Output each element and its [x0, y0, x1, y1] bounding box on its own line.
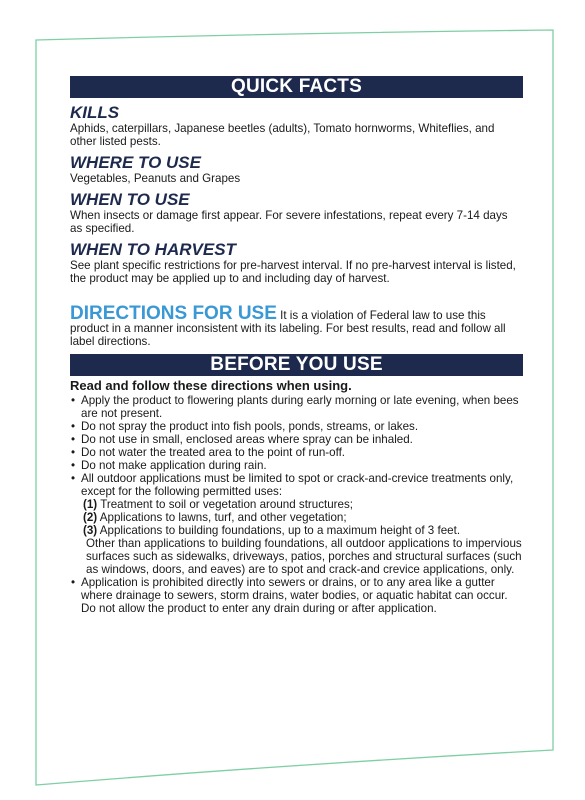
list-item: • Do not water the treated area to the point of run-off. — [70, 446, 523, 459]
list-item: • Do not spray the product into fish pools, ponds, streams, or lakes. — [70, 420, 523, 433]
harvest-text: See plant specific restrictions for pre-harvest interval. If no pre-harvest interval is listed, the product may be applied up to and including day of harvest. — [70, 259, 516, 285]
kills-heading: KILLS — [70, 103, 120, 122]
where-section — [70, 154, 523, 185]
use-text: Applications to building foundations, up to a maximum height of 3 feet. — [99, 524, 461, 537]
directions-paragraph — [70, 303, 523, 348]
label-content — [70, 76, 523, 615]
before-you-use-banner: BEFORE YOU USE — [70, 354, 523, 376]
before-intro: Read and follow these directions when using. — [70, 378, 352, 393]
list-item: • Application is prohibited directly into sewers or drains, or to any area like a gutter where drainage to sewers, storm drains, water bodies, or aquatic habitat can occur. Do not allow the product to enter any drain during or after application. — [70, 576, 523, 615]
use-text: Applications to lawns, turf, and other vegetation; — [99, 511, 347, 524]
use-number: (2) — [83, 511, 98, 524]
harvest-section — [70, 241, 523, 285]
permitted-use — [81, 511, 523, 524]
use-text: Treatment to soil or vegetation around structures; — [100, 498, 354, 511]
when-heading: WHEN TO USE — [70, 190, 190, 209]
kills-section — [70, 104, 523, 148]
list-item: • Do not make application during rain. — [70, 459, 523, 472]
kills-text: Aphids, caterpillars, Japanese beetles (adults), Tomato hornworms, Whiteflies, and other listed pests. — [70, 122, 495, 148]
when-text: When insects or damage first appear. For severe infestations, repeat every 7-14 days as specified. — [70, 209, 508, 235]
uses-after-text: Other than applications to building foundations, all outdoor applications to impervious surfaces such as sidewalks, driveways, patios, porches and structural surfaces (such as windows, doors, and eaves) are to spot and crack-and crevice applications, only. — [86, 537, 522, 576]
list-item: • Apply the product to flowering plants during early morning or late evening, when bees are not present. — [70, 394, 523, 420]
list-item-text: All outdoor applications must be limited to spot or crack-and-crevice treatments only, except for the following permitted uses: — [81, 472, 514, 498]
where-heading: WHERE TO USE — [70, 153, 201, 172]
use-number: (1) — [83, 498, 98, 511]
where-text: Vegetables, Peanuts and Grapes — [70, 172, 241, 185]
permitted-use — [81, 498, 523, 511]
directions-heading: DIRECTIONS FOR USE — [70, 303, 277, 324]
list-item — [70, 472, 523, 576]
list-item: • Do not use in small, enclosed areas where spray can be inhaled. — [70, 433, 523, 446]
directions-text: It is a violation of Federal law to use this product in a manner inconsistent with its labeling. For best results, read and follow all label directions. — [70, 309, 506, 348]
directions-list — [70, 394, 523, 615]
permitted-use — [81, 524, 523, 537]
when-section — [70, 191, 523, 235]
use-number: (3) — [83, 524, 98, 537]
harvest-heading: WHEN TO HARVEST — [70, 240, 236, 259]
quick-facts-banner: QUICK FACTS — [70, 76, 523, 98]
